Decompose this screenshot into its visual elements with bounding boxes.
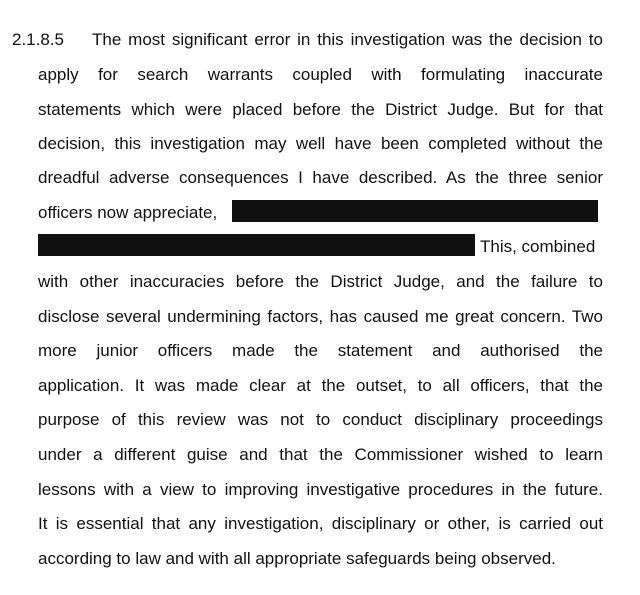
text-line-11: application. It was made clear at the outset, to all officers, that the <box>38 376 603 395</box>
text-line-1: The most significant error in this investigation was the decision to <box>92 30 603 49</box>
text-line-13: under a different guise and that the Commissioner wished to learn <box>38 445 603 464</box>
text-line-7: This, combined <box>480 237 596 256</box>
text-line-14: lessons with a view to improving investigative procedures in the future. <box>38 480 603 499</box>
text-line-15: It is essential that any investigation, disciplinary or other, is carried out <box>38 514 603 533</box>
text-line-5: dreadful adverse consequences I have described. As the three senior <box>38 168 603 187</box>
text-line-3: statements which were placed before the District Judge. But for that <box>38 100 603 119</box>
text-line-9: disclose several undermining factors, has caused me great concern. Two <box>38 307 603 326</box>
text-line-8: with other inaccuracies before the District Judge, and the failure to <box>38 272 603 291</box>
redaction-bar-2 <box>38 234 475 256</box>
text-line-4: decision, this investigation may well have been completed without the <box>38 134 603 153</box>
text-line-2: apply for search warrants coupled with formulating inaccurate <box>38 65 603 84</box>
paragraph-number: 2.1.8.5 <box>12 30 64 49</box>
text-line-6: officers now appreciate, <box>38 203 218 222</box>
redaction-bar-1 <box>232 200 598 222</box>
text-line-10: more junior officers made the statement and authorised the <box>38 341 603 360</box>
text-line-12: purpose of this review was not to conduct disciplinary proceedings <box>38 410 603 429</box>
text-line-16: according to law and with all appropriate safeguards being observed. <box>38 549 556 568</box>
